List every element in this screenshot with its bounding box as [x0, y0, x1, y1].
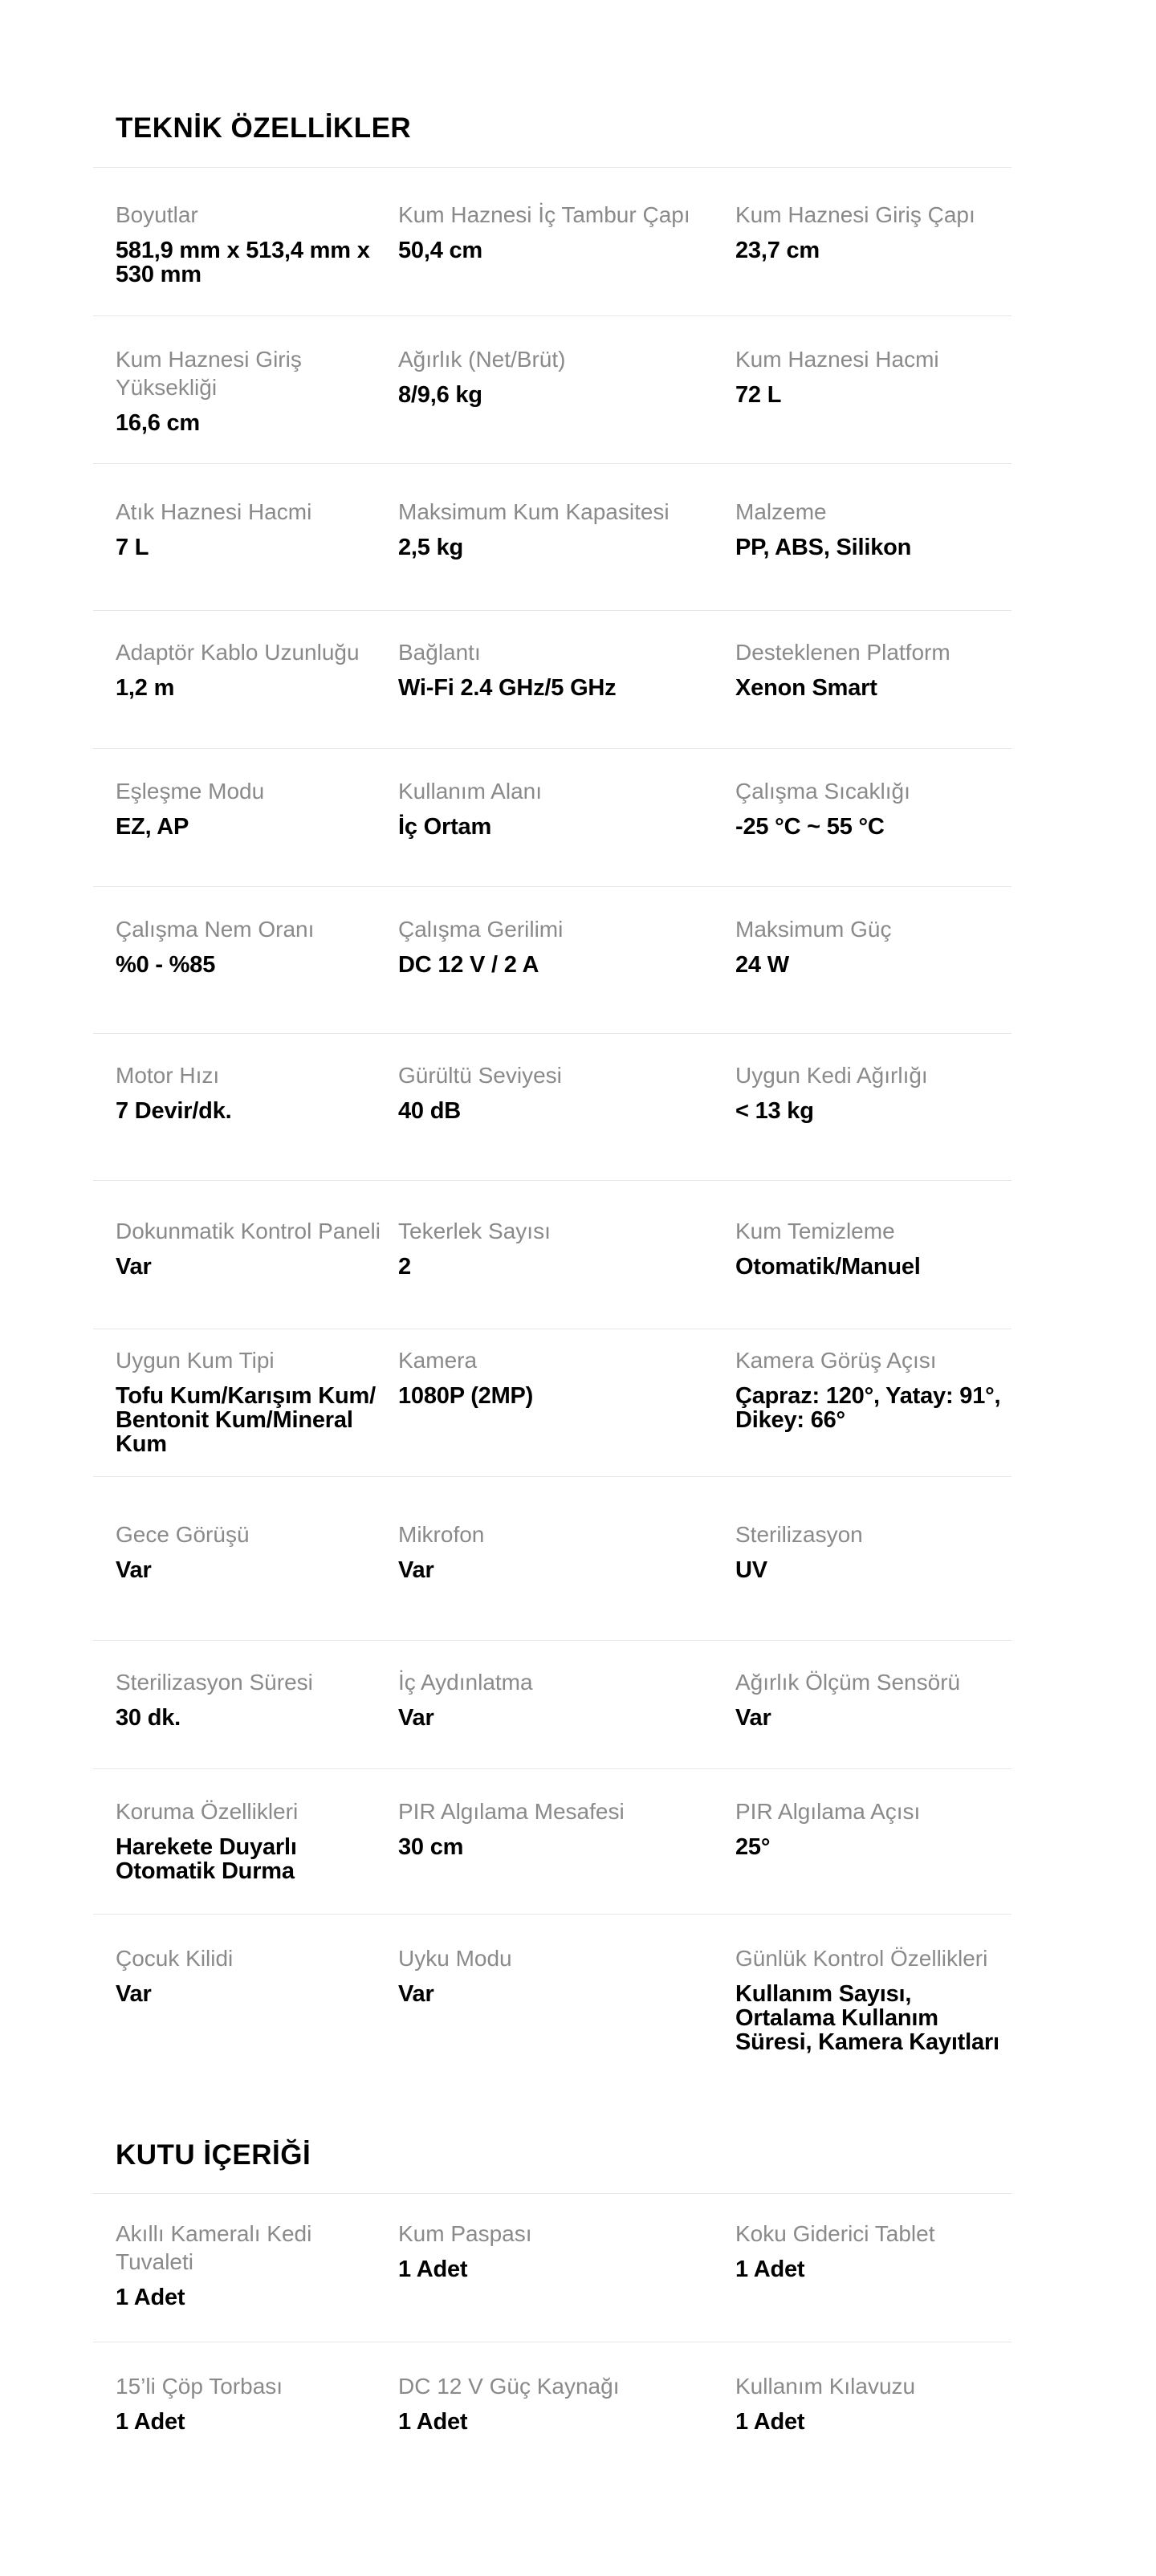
spec-label: Bağlantı — [398, 640, 481, 665]
spec-label: Kamera — [398, 1348, 478, 1373]
box-item-label: Akıllı Kameralı Kedi Tuvaleti — [116, 2221, 312, 2274]
spec-value: 16,6 cm — [116, 410, 201, 436]
spec-label: Çalışma Sıcaklığı — [735, 779, 910, 804]
box-item-label: 15’li Çöp Torbası — [116, 2374, 283, 2399]
spec-value: Var — [116, 1981, 152, 2007]
spec-value: EZ, AP — [116, 814, 189, 840]
spec-label: Gürültü Seviyesi — [398, 1063, 562, 1088]
spec-label: Ağırlık (Net/Brüt) — [398, 347, 566, 372]
spec-label: Uygun Kedi Ağırlığı — [735, 1063, 928, 1088]
spec-value: Kullanım Sayısı, Ortalama Kullanım Süresi, Kamera Kayıtları — [735, 1981, 999, 2055]
spec-value: Otomatik/Manuel — [735, 1254, 921, 1280]
spec-item — [116, 1346, 389, 1456]
spec-label: PIR Algılama Açısı — [735, 1799, 921, 1824]
spec-label: Koruma Özellikleri — [116, 1799, 299, 1824]
spec-value: 1,2 m — [116, 675, 175, 701]
spec-value: Var — [398, 1981, 434, 2007]
spec-item — [735, 498, 1008, 560]
spec-value: Var — [116, 1254, 152, 1280]
box-item-label: Koku Giderici Tablet — [735, 2221, 935, 2246]
spec-item — [735, 1061, 1008, 1123]
spec-item — [116, 638, 389, 700]
spec-value: Wi-Fi 2.4 GHz/5 GHz — [398, 675, 617, 701]
box-title-divider — [93, 2193, 1012, 2194]
spec-item — [735, 1346, 1008, 1432]
spec-item — [398, 1944, 719, 2006]
spec-row — [93, 1944, 1012, 2065]
spec-value: 30 dk. — [116, 1705, 181, 1731]
spec-value: Var — [116, 1557, 152, 1583]
spec-value: DC 12 V / 2 A — [398, 952, 539, 978]
spec-label: Kullanım Alanı — [398, 779, 542, 804]
spec-label: Kum Haznesi Giriş Çapı — [735, 202, 975, 227]
spec-value: 2 — [398, 1254, 411, 1280]
spec-label: Atık Haznesi Hacmi — [116, 499, 312, 524]
spec-row — [93, 1520, 1012, 1641]
spec-label: Kum Haznesi Hacmi — [735, 347, 939, 372]
spec-label: Kum Haznesi İç Tambur Çapı — [398, 202, 690, 227]
box-item-value: 1 Adet — [116, 2409, 185, 2435]
spec-item — [116, 915, 389, 977]
spec-value: 30 cm — [398, 1834, 464, 1860]
spec-item — [735, 1797, 1008, 1859]
spec-value: 2,5 kg — [398, 535, 464, 560]
specs-title-divider — [93, 167, 1012, 168]
spec-value: Var — [398, 1557, 434, 1583]
spec-item — [735, 777, 1008, 839]
spec-label: Malzeme — [735, 499, 827, 524]
spec-row — [93, 1346, 1012, 1477]
spec-value: Tofu Kum/Karışım Kum/ Bentonit Kum/Mineral Kum — [116, 1383, 376, 1457]
spec-label: Çocuk Kilidi — [116, 1946, 234, 1971]
spec-row — [93, 1797, 1012, 1915]
spec-item — [398, 777, 719, 839]
spec-item — [116, 777, 389, 839]
specs-section-title: TEKNİK ÖZELLİKLER — [116, 112, 412, 144]
spec-item — [116, 1217, 389, 1279]
spec-item — [398, 1346, 719, 1408]
spec-row — [93, 1061, 1012, 1181]
spec-label: Motor Hızı — [116, 1063, 220, 1088]
spec-item — [398, 1061, 719, 1123]
spec-label: Desteklenen Platform — [735, 640, 950, 665]
spec-label: Eşleşme Modu — [116, 779, 265, 804]
spec-label: Uyku Modu — [398, 1946, 512, 1971]
spec-row — [93, 1668, 1012, 1769]
spec-item — [398, 1668, 719, 1730]
spec-value: < 13 kg — [735, 1098, 814, 1124]
spec-label: Kum Temizleme — [735, 1219, 895, 1243]
spec-item — [735, 1217, 1008, 1279]
spec-item — [116, 345, 389, 435]
spec-item — [398, 915, 719, 977]
box-item-value: 1 Adet — [398, 2409, 468, 2435]
spec-label: İç Aydınlatma — [398, 1670, 533, 1695]
spec-label: Sterilizasyon Süresi — [116, 1670, 313, 1695]
spec-row — [93, 498, 1012, 611]
spec-item — [116, 498, 389, 560]
box-item-value: 1 Adet — [398, 2257, 468, 2282]
box-item — [735, 2372, 1008, 2434]
spec-item — [116, 1061, 389, 1123]
spec-label: Dokunmatik Kontrol Paneli — [116, 1219, 381, 1243]
box-contents-section-title: KUTU İÇERİĞİ — [116, 2139, 311, 2171]
spec-label: Gece Görüşü — [116, 1522, 250, 1547]
spec-row — [93, 915, 1012, 1034]
spec-value: 23,7 cm — [735, 238, 820, 263]
spec-value: 7 L — [116, 535, 149, 560]
spec-label: Kamera Görüş Açısı — [735, 1348, 937, 1373]
spec-value: Xenon Smart — [735, 675, 877, 701]
box-item-value: 1 Adet — [735, 2257, 805, 2282]
box-item-label: DC 12 V Güç Kaynağı — [398, 2374, 620, 2399]
box-item — [735, 2220, 1008, 2281]
spec-value: 581,9 mm x 513,4 mm x 530 mm — [116, 238, 370, 287]
spec-label: Çalışma Nem Oranı — [116, 917, 315, 942]
spec-item — [735, 1668, 1008, 1730]
spec-item — [398, 1217, 719, 1279]
box-item — [398, 2372, 719, 2434]
spec-label: Günlük Kontrol Özellikleri — [735, 1946, 988, 1971]
spec-label: Boyutlar — [116, 202, 198, 227]
spec-item — [116, 1520, 389, 1582]
spec-item — [116, 1797, 389, 1883]
spec-label: Maksimum Güç — [735, 917, 892, 942]
spec-item — [116, 1668, 389, 1730]
spec-value: 8/9,6 kg — [398, 382, 482, 408]
spec-item — [116, 1944, 389, 2006]
spec-label: Uygun Kum Tipi — [116, 1348, 275, 1373]
spec-item — [735, 345, 1008, 407]
spec-row — [93, 1217, 1012, 1329]
spec-item — [735, 638, 1008, 700]
box-item-label: Kum Paspası — [398, 2221, 532, 2246]
spec-value: UV — [735, 1557, 767, 1583]
spec-label: Tekerlek Sayısı — [398, 1219, 551, 1243]
spec-row — [93, 638, 1012, 749]
spec-item — [735, 915, 1008, 977]
spec-value: -25 °C ~ 55 °C — [735, 814, 885, 840]
spec-value: PP, ABS, Silikon — [735, 535, 912, 560]
spec-item — [735, 1944, 1008, 2054]
box-item — [116, 2372, 389, 2434]
spec-value: Çapraz: 120°, Yatay: 91°, Dikey: 66° — [735, 1383, 1001, 1433]
spec-label: Adaptör Kablo Uzunluğu — [116, 640, 360, 665]
spec-label: Çalışma Gerilimi — [398, 917, 564, 942]
spec-value: Var — [398, 1705, 434, 1731]
box-item — [116, 2220, 389, 2309]
box-item-label: Kullanım Kılavuzu — [735, 2374, 916, 2399]
spec-label: Maksimum Kum Kapasitesi — [398, 499, 670, 524]
spec-label: Ağırlık Ölçüm Sensörü — [735, 1670, 961, 1695]
spec-value: İç Ortam — [398, 814, 492, 840]
box-row — [93, 2220, 1012, 2342]
spec-item — [398, 345, 719, 407]
spec-value: 24 W — [735, 952, 789, 978]
box-row — [93, 2372, 1012, 2452]
spec-value: 40 dB — [398, 1098, 461, 1124]
spec-value: 25° — [735, 1834, 771, 1860]
spec-item — [735, 1520, 1008, 1582]
spec-value: 7 Devir/dk. — [116, 1098, 232, 1124]
spec-value: 50,4 cm — [398, 238, 483, 263]
spec-label: Mikrofon — [398, 1522, 485, 1547]
box-item-value: 1 Adet — [735, 2409, 805, 2435]
spec-item — [398, 1520, 719, 1582]
spec-row — [93, 345, 1012, 464]
spec-item — [735, 201, 1008, 262]
box-item — [398, 2220, 719, 2281]
spec-item — [116, 201, 389, 287]
spec-item — [398, 201, 719, 262]
spec-item — [398, 1797, 719, 1859]
spec-label: Sterilizasyon — [735, 1522, 863, 1547]
spec-value: 72 L — [735, 382, 782, 408]
spec-label: Kum Haznesi Giriş Yüksekliği — [116, 347, 302, 400]
box-item-value: 1 Adet — [116, 2285, 185, 2310]
spec-value: Harekete Duyarlı Otomatik Durma — [116, 1834, 297, 1884]
spec-item — [398, 638, 719, 700]
spec-row — [93, 777, 1012, 887]
spec-item — [398, 498, 719, 560]
spec-value: Var — [735, 1705, 771, 1731]
spec-label: PIR Algılama Mesafesi — [398, 1799, 625, 1824]
spec-value: 1080P (2MP) — [398, 1383, 534, 1409]
spec-row — [93, 201, 1012, 316]
spec-value: %0 - %85 — [116, 952, 216, 978]
